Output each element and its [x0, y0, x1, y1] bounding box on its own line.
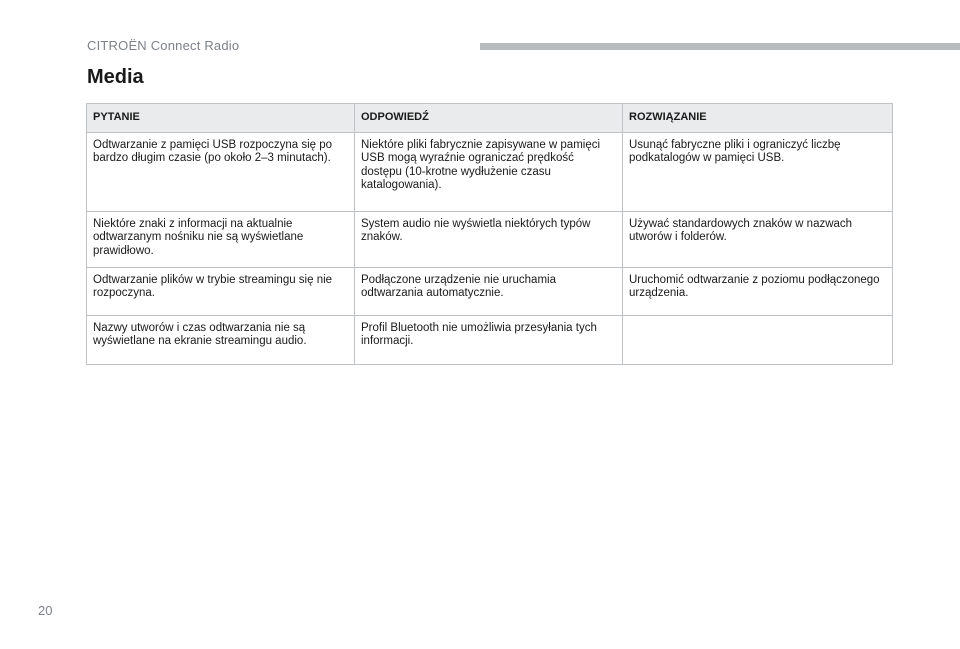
solution-cell: Używać standardowych znaków w nazwach utworów i folderów. [623, 211, 893, 267]
manual-header-title: CITROËN Connect Radio [87, 38, 240, 53]
solution-cell [623, 315, 893, 364]
solution-cell: Usunąć fabryczne pliki i ograniczyć liczbę podkatalogów w pamięci USB. [623, 132, 893, 211]
table-row [87, 315, 893, 364]
table-header-row [87, 104, 893, 133]
column-header-answer: ODPOWIEDŹ [355, 104, 623, 133]
question-cell: Odtwarzanie z pamięci USB rozpoczyna się po bardzo długim czasie (po około 2–3 minutach). [87, 132, 355, 211]
troubleshooting-table [86, 103, 893, 365]
answer-cell: Profil Bluetooth nie umożliwia przesyłania tych informacji. [355, 315, 623, 364]
header-divider-bar [480, 43, 960, 50]
column-header-question: PYTANIE [87, 104, 355, 133]
answer-cell: Niektóre pliki fabrycznie zapisywane w pamięci USB mogą wyraźnie ograniczać prędkość dostępu (10-krotne wydłużenie czasu katalogowania). [355, 132, 623, 211]
table-row [87, 132, 893, 211]
answer-cell: System audio nie wyświetla niektórych typów znaków. [355, 211, 623, 267]
solution-cell: Uruchomić odtwarzanie z poziomu podłączonego urządzenia. [623, 267, 893, 315]
table-row [87, 211, 893, 267]
question-cell: Odtwarzanie plików w trybie streamingu się nie rozpoczyna. [87, 267, 355, 315]
column-header-solution: ROZWIĄZANIE [623, 104, 893, 133]
section-title: Media [87, 66, 144, 88]
table-row [87, 267, 893, 315]
answer-cell: Podłączone urządzenie nie uruchamia odtwarzania automatycznie. [355, 267, 623, 315]
question-cell: Niektóre znaki z informacji na aktualnie odtwarzanym nośniku nie są wyświetlane prawidłowo. [87, 211, 355, 267]
question-cell: Nazwy utworów i czas odtwarzania nie są wyświetlane na ekranie streamingu audio. [87, 315, 355, 364]
page-number: 20 [38, 603, 53, 618]
